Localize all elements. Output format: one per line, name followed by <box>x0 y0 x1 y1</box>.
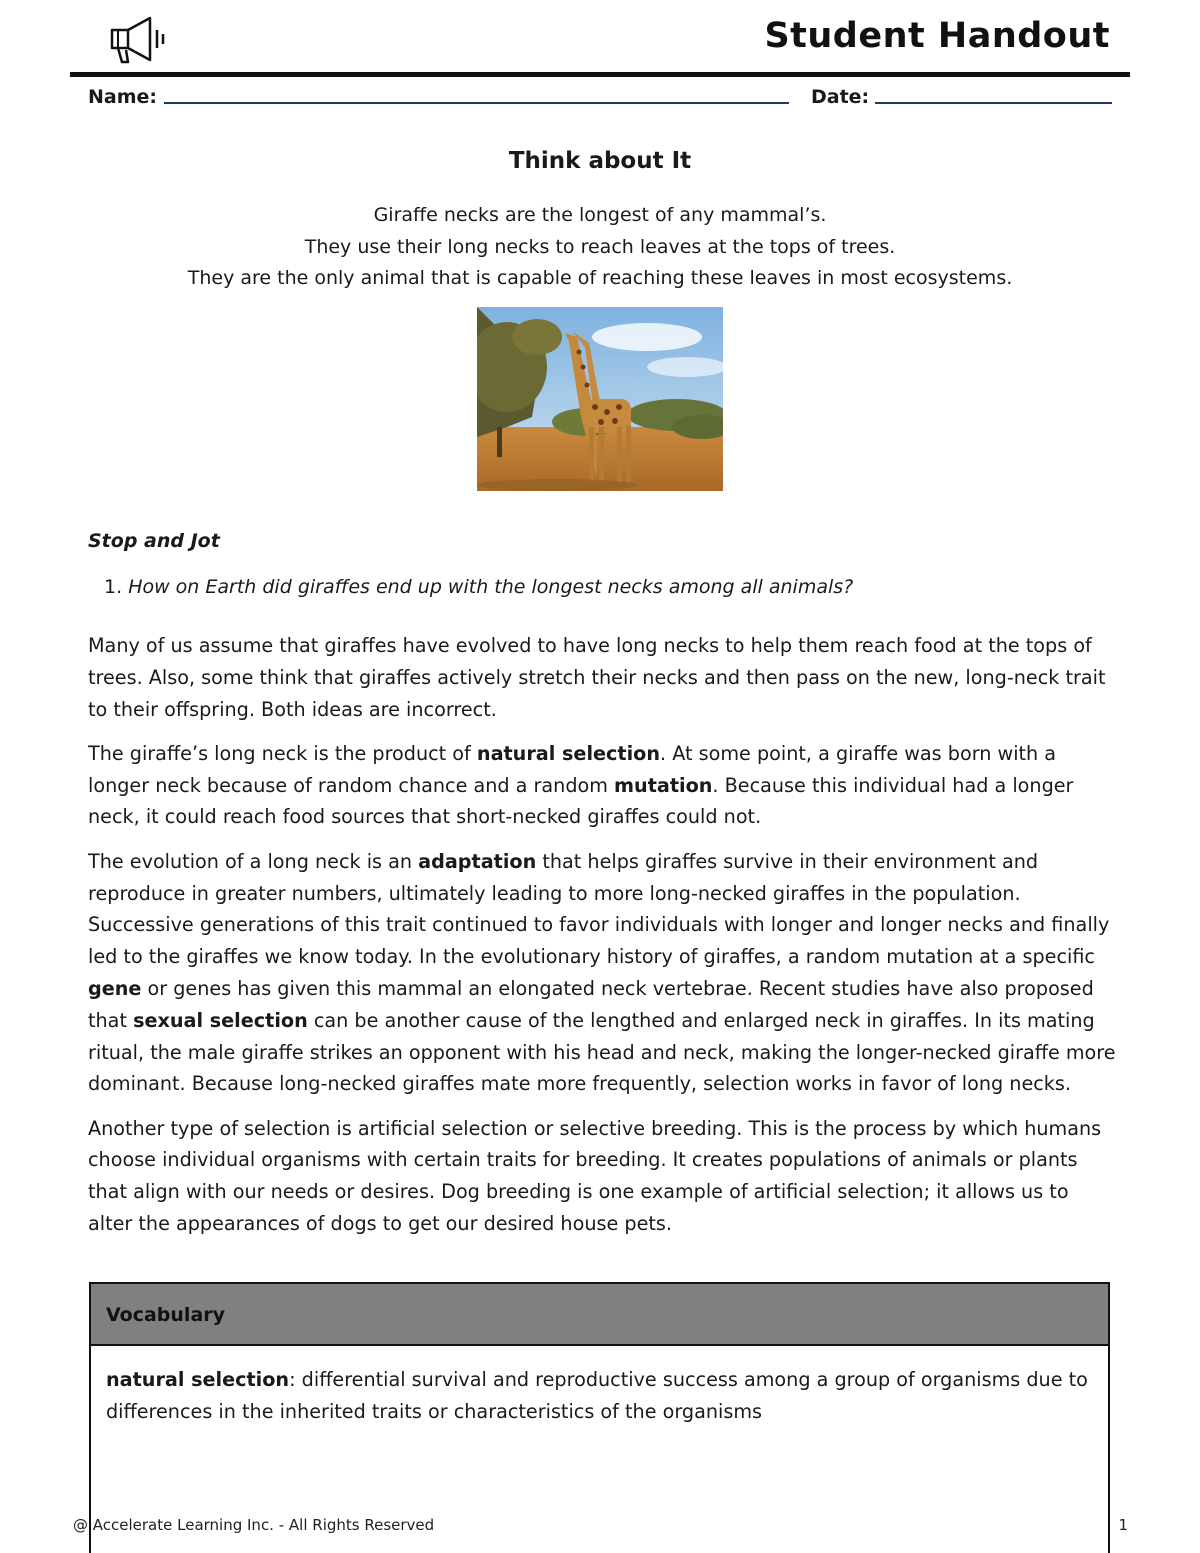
megaphone-icon <box>106 10 170 66</box>
intro-text <box>0 200 1200 295</box>
text-run: . At some point, a giraffe was born with a longer neck because of random chance and a random <box>88 741 1057 797</box>
footer-copyright: @ Accelerate Learning Inc. - All Rights Reserved <box>73 1516 435 1534</box>
term-mutation: mutation <box>614 773 713 797</box>
paragraph-1: Many of us assume that giraffes have evolved to have long necks to help them reach food at the tops of trees. Also, some think that giraffes actively stretch their necks and then pass on the new, long-neck trait to their offspring. Both ideas are incorrect. <box>88 634 1106 721</box>
question-1 <box>104 576 853 598</box>
term-adaptation: adaptation <box>418 849 537 873</box>
vocabulary-heading: Vocabulary <box>91 1284 1108 1346</box>
intro-line: They use their long necks to reach leaves at the tops of trees. <box>304 235 896 258</box>
stop-and-jot-heading: Stop and Jot <box>88 530 220 552</box>
term-natural-selection: natural selection <box>476 741 661 765</box>
date-label: Date: <box>811 86 870 108</box>
vocabulary-entry <box>91 1346 1108 1427</box>
header-divider <box>70 72 1130 77</box>
question-text: How on Earth did giraffes end up with the longest necks among all animals? <box>128 576 854 598</box>
page-header <box>70 0 1130 78</box>
name-label: Name: <box>88 86 158 108</box>
text-run: or genes has given this mammal an elongated neck vertebrae. Recent studies have also proposed that <box>88 976 1094 1032</box>
question-number: 1. <box>104 576 123 598</box>
text-run: can be another cause of the lengthed and enlarged neck in giraffes. In its mating ritual, the male giraffe strikes an opponent with his head and neck, making the longer-necked giraffe more dominant. Because long-necked giraffes mate more frequently, selection works in favor of long necks. <box>88 1008 1116 1096</box>
paragraph-3 <box>88 846 1118 1100</box>
vocabulary-term: natural selection <box>106 1368 290 1391</box>
vocabulary-definition: differential survival and reproductive success among a group of organisms due to differences in the inherited traits or characteristics of the organisms <box>106 1368 1088 1423</box>
text-run: The giraffe’s long neck is the product of <box>88 741 477 765</box>
giraffe-photo <box>477 307 723 491</box>
reading-passage <box>88 630 1118 1252</box>
text-run: . Because this individual had a longer neck, it could reach food sources that short-necked giraffes could not. <box>88 773 1074 829</box>
intro-line: Giraffe necks are the longest of any mammal’s. <box>373 204 827 226</box>
text-run: The evolution of a long neck is an <box>88 849 419 873</box>
page-title: Student Handout <box>764 16 1110 56</box>
page-number: 1 <box>1118 1516 1128 1534</box>
paragraph-4: Another type of selection is artificial selection or selective breeding. This is the process by which humans choose individual organisms with certain traits for breeding. It creates populations of animals or plants that align with our needs or desires. Dog breeding is one example of artificial selection; it allows us to alter the appearances of dogs to get our desired house pets. <box>88 1116 1102 1236</box>
name-field[interactable] <box>164 102 789 104</box>
paragraph-2 <box>88 738 1118 833</box>
term-sexual-selection: sexual selection <box>133 1008 308 1032</box>
text-run: that helps giraffes survive in their environment and reproduce in greater numbers, ultimately leading to more long-necked giraffes in the population. Successive generations of this trait continued to favor individuals with longer and longer necks and finally led to the giraffes we know today. In the evolutionary history of giraffes, a random mutation at a specific <box>88 849 1110 969</box>
vocabulary-box <box>89 1282 1110 1553</box>
name-date-row <box>88 84 1113 114</box>
vocabulary-separator: : <box>289 1368 296 1391</box>
section-title: Think about It <box>508 148 692 174</box>
term-gene: gene <box>88 976 142 1000</box>
intro-line: They are the only animal that is capable of reaching these leaves in most ecosystems. <box>187 267 1013 289</box>
date-field[interactable] <box>875 102 1112 104</box>
